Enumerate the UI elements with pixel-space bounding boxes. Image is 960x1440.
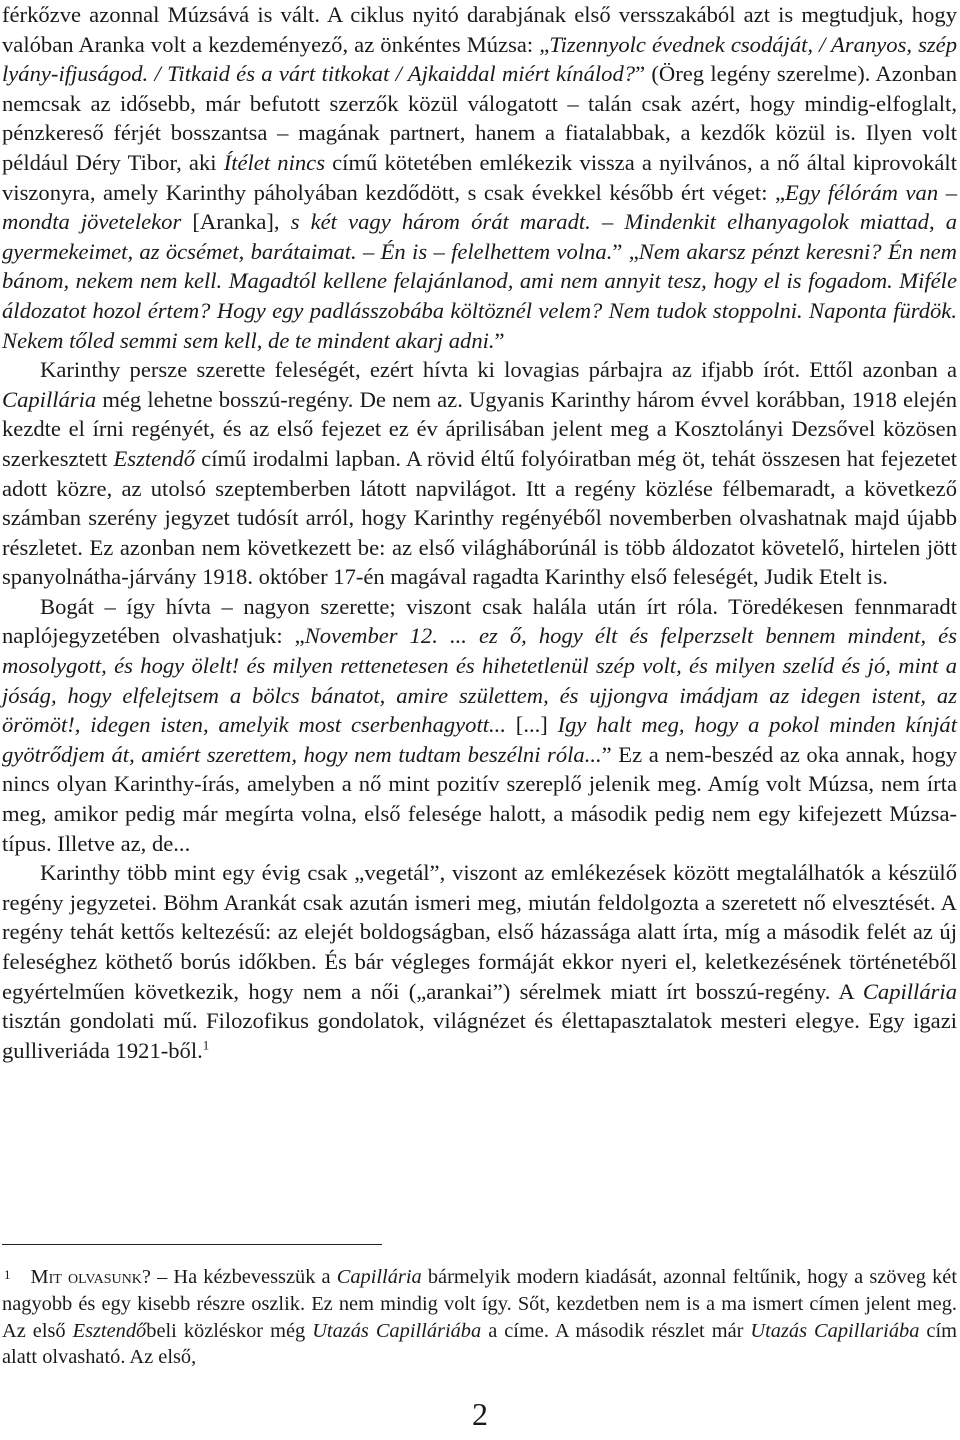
footnote-lead: Mit olvasunk? (30, 1266, 151, 1288)
footnote-separator (2, 1244, 382, 1245)
footnote-number: 1 (4, 1267, 11, 1282)
paragraph-3: Bogát – így hívta – nagyon szerette; viszont csak halála után írt róla. Töredékesen fennmaradt naplójegyzetében olvashatjuk: „November 12. ... ez ő, hogy élt és felperzselt bennem mindent, és mosolygott, és hogy ölelt! és milyen rettenetesen és hihetetlenül szép volt, és milyen szelíd és jó, mint a jóság, hogy elfelejtsem a bölcs bánatot, amire születtem, és ujjongva imádjam az idegen istent, az örömöt!, idegen isten, amelyik most cserbenhagyott... [...] Igy halt meg, hogy a pokol minden kínját gyötrődjem át, amiért szerettem, hogy nem tudtam beszélni róla...” Ez a nem-beszéd az oka annak, hogy nincs olyan Karinthy-írás, amelyben a nő mint pozitív szereplő jelenik meg. Amíg volt Múzsa, nem írta meg, amikor pedig már megírta volna, első felesége halott, a második pedig nem egy kifejezett Múzsa-típus. Illetve az, de... (2, 593, 958, 856)
footnote (2, 1264, 957, 1371)
paragraph-1: férkőzve azonnal Múzsává is vált. A ciklus nyitó darabjának első versszakából azt is megtudjuk, hogy valóban Aranka volt a kezdeményező, az önkéntes Múzsa: „Tizennyolc évednek csodáját, / Aranyos, szép lyány-ifjuságod. / Titkaid és a várt titkokat / Ajkaiddal miért kínálod?” (Öreg legény szerelme). Azonban nemcsak az idősebb, már befutott szerzők közül válogatott – talán csak azért, hogy mindig-elfoglalt, pénzkereső férjét bosszantsa – magának partnert, hanem a fiatalabbak, a kezdők közül is. Ilyen volt például Déry Tibor, aki Ítélet nincs című kötetében emlékezik vissza a nyilvános, a nő által kiprovokált viszonyra, amely Karinthy páholyában kezdődött, s csak évekkel később ért véget: „Egy félórám van – mondta jövetelekor [Aranka], s két vagy három órát maradt. – Mindenkit elhanyagolok miattad, a gyermekeimet, az öcsémet, barátaimat. – Én is – felelhettem volna.” „Nem akarsz pénzt keresni? Én nem bánom, nekem nem kell. Magadtól kellene felajánlanod, ami nem annyit tesz, hogy el is fogadom. Miféle áldozatot hozol értem? Hogy egy padlásszobába költöznél velem? Nem tudok stoppolni. Naponta fürdök. Nekem tőled semmi sem kell, de te mindent akarj adni.” (2, 2, 958, 353)
body-text (2, 0, 957, 1065)
paragraph-4 (2, 858, 957, 1065)
footnote-text: – Ha kézbevesszük a Capillária bármelyik modern kiadását, azonnal feltűnik, hogy a szöveg két nagyobb és egy kisebb részre oszlik. Ez nem mindig volt így. Sőt, kezdetben nem is a ma ismert címen jelent meg. Az első Esztendőbeli közléskor még Utazás Capilláriába a címe. A második részlet már Utazás Capillariába cím alatt olvasható. Az első, (2, 1266, 957, 1369)
footnote-reference: 1 (202, 1037, 210, 1053)
paragraph-4-text: Karinthy több mint egy évig csak „vegetál”, viszont az emlékezések között megtalálhatók a készülő regény jegyzetei. Böhm Arankát csak azután ismeri meg, miután feldolgozta a szeretett nő elvesztését. A regény tehát kettős keltezésű: az elejét boldogságban, első házassága alatt írta, míg a második felét az új feleséghez köthető borús időkben. És bár végleges formáját ekkor nyeri el, keletkezésének történetéből egyértelműen következik, hogy nem a női („arankai”) sérelmek miatt írt bosszú-regény. A Capillária tisztán gondolati mű. Filozofikus gondolatok, világnézet és élettapasztalatok mesteri elegye. Egy igazi gulliveriáda 1921-ből. (2, 860, 957, 1063)
page-number: 2 (472, 1396, 488, 1432)
paragraph-2: Karinthy persze szerette feleségét, ezért hívta ki lovagias párbajra az ifjabb írót. Ettől azonban a Capillária még lehetne bosszú-regény. De nem az. Ugyanis Karinthy három évvel korábban, 1918 elején kezdte el írni regényét, és az első fejezet ez év áprilisában jelent meg a Kosztolányi Dezsővel közösen szerkesztett Esztendő című irodalmi lapban. A rövid éltű folyóiratban még öt, tehát összesen hat fejezetet adott közre, az utolsó szeptemberben látott napvilágot. Itt a regény közlése félbemaradt, a következő számban szerény jegyzet tudósít arról, hogy Karinthy regényéből novemberben olvashatnak majd újabb részletet. Ez azonban nem következett be: az első világháborúnál is több áldozatot követelő, hirtelen jött spanyolnátha-járvány 1918. október 17-én magával ragadta Karinthy első feleségét, Judik Etelt is. (2, 357, 957, 590)
